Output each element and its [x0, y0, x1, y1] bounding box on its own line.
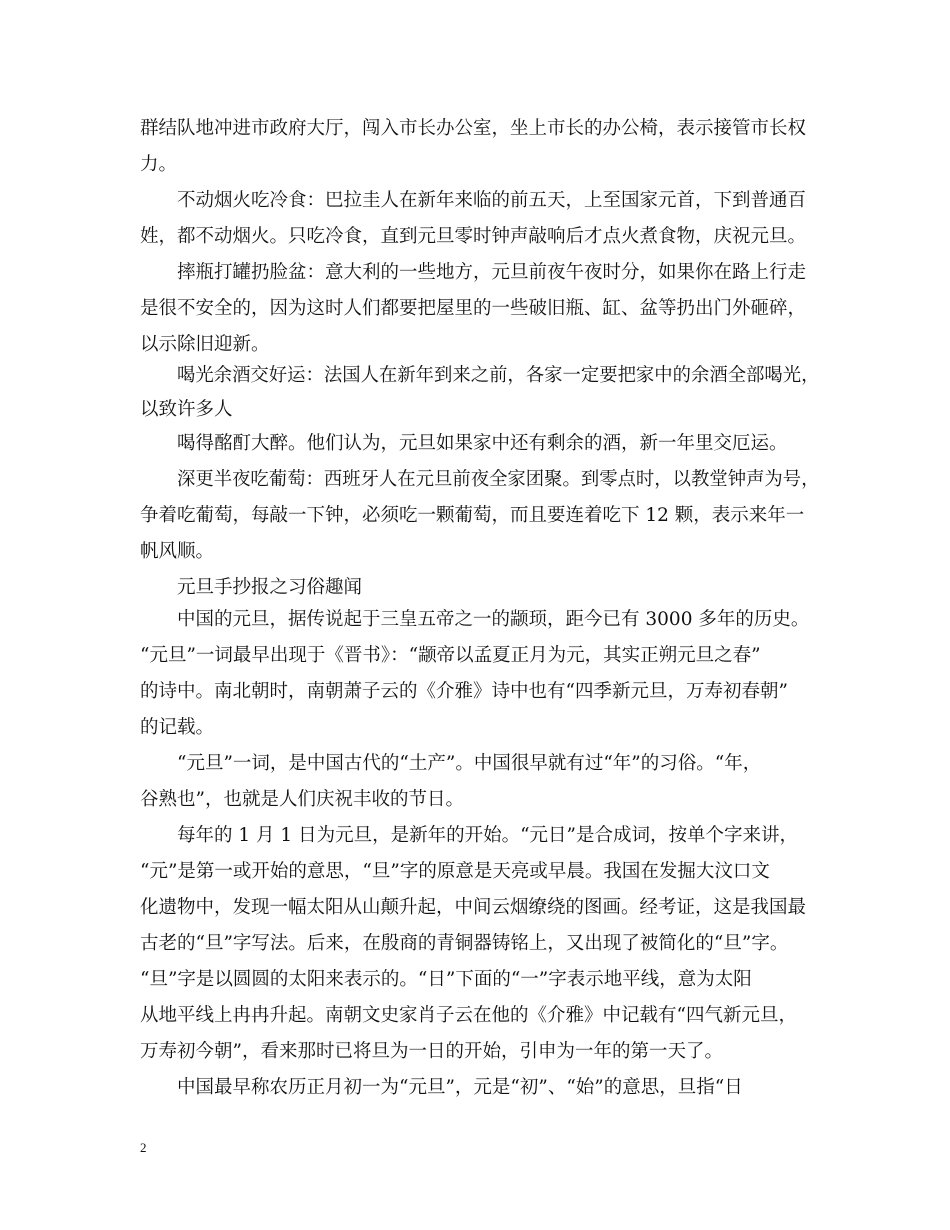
text-line: 中国最早称农历正月初一为“元旦”，元是“初”、“始”的意思，旦指“日: [177, 1077, 743, 1098]
page-number: 2: [140, 1140, 147, 1155]
text-line: 帆风顺。: [140, 541, 215, 562]
text-line: 以致许多人: [140, 399, 233, 420]
text-line: 喝得酩酊大醉。他们认为，元旦如果家中还有剩余的酒，新一年里交厄运。: [177, 433, 788, 454]
text-line: 每年的 1 月 1 日为元旦，是新年的开始。“元日”是合成词，按单个字来讲，: [177, 825, 798, 846]
section-heading: 元旦手抄报之习俗趣闻: [177, 577, 363, 598]
text-line: 的记载。: [140, 717, 215, 738]
text-line: “元旦”一词，是中国古代的“土产”。中国很早就有过“年”的习俗。“年，: [177, 753, 762, 774]
text-line: 摔瓶打罐扔脸盆：意大利的一些地方，元旦前夜午夜时分，如果你在路上行走: [177, 262, 807, 283]
text-line: 不动烟火吃冷食：巴拉圭人在新年来临的前五天，上至国家元首，下到普通百: [177, 190, 807, 211]
text-line: 争着吃葡萄，每敲一下钟，必须吃一颗葡萄，而且要连着吃下 12 颗，表示来年一: [140, 505, 805, 526]
text-line: 是很不安全的，因为这时人们都要把屋里的一些破旧瓶、缸、盆等扔出门外砸碎，: [140, 298, 807, 319]
text-line: “旦”字是以圆圆的太阳来表示的。“日”下面的“一”字表示地平线，意为太阳: [140, 969, 752, 990]
text-line: 力。: [140, 154, 178, 175]
text-line: 姓，都不动烟火。只吃冷食，直到元旦零时钟声敲响后才点火煮食物，庆祝元旦。: [140, 226, 807, 247]
text-line: 化遗物中，发现一幅太阳从山颠升起，中间云烟缭绕的图画。经考证，这是我国最: [140, 897, 807, 918]
text-line: 谷熟也”，也就是人们庆祝丰收的节日。: [140, 789, 464, 810]
text-line: 中国的元旦，据传说起于三皇五帝之一的颛顼，距今已有 3000 多年的历史。: [177, 609, 810, 630]
text-line: 深更半夜吃葡萄：西班牙人在元旦前夜全家团聚。到零点时，以教堂钟声为号，: [177, 469, 820, 490]
text-line: 古老的“旦”字写法。后来，在殷商的青铜器铸铭上，又出现了被简化的“旦”字。: [140, 933, 789, 954]
text-line: 以示除旧迎新。: [140, 334, 270, 355]
text-line: “元”是第一或开始的意思，“旦”字的原意是天亮或早晨。我国在发掘大汶口文: [140, 861, 770, 882]
text-line: 万寿初今朝”，看来那时已将旦为一日的开始，引申为一年的第一天了。: [140, 1041, 723, 1062]
text-line: “元旦”一词最早出现于《晋书》：“颛帝以孟夏正月为元，其实正朔元旦之春”: [140, 645, 761, 666]
text-line: 群结队地冲进市政府大厅，闯入市长办公室，坐上市长的办公椅，表示接管市长权: [140, 118, 807, 139]
text-line: 喝光余酒交好运：法国人在新年到来之前，各家一定要把家中的余酒全部喝光，: [177, 365, 820, 386]
text-line: 从地平线上冉冉升起。南朝文史家肖子云在他的《介雅》中记载有“四气新元旦，: [140, 1005, 797, 1026]
text-line: 的诗中。南北朝时，南朝萧子云的《介雅》诗中也有“四季新元旦，万寿初春朝”: [140, 681, 788, 702]
